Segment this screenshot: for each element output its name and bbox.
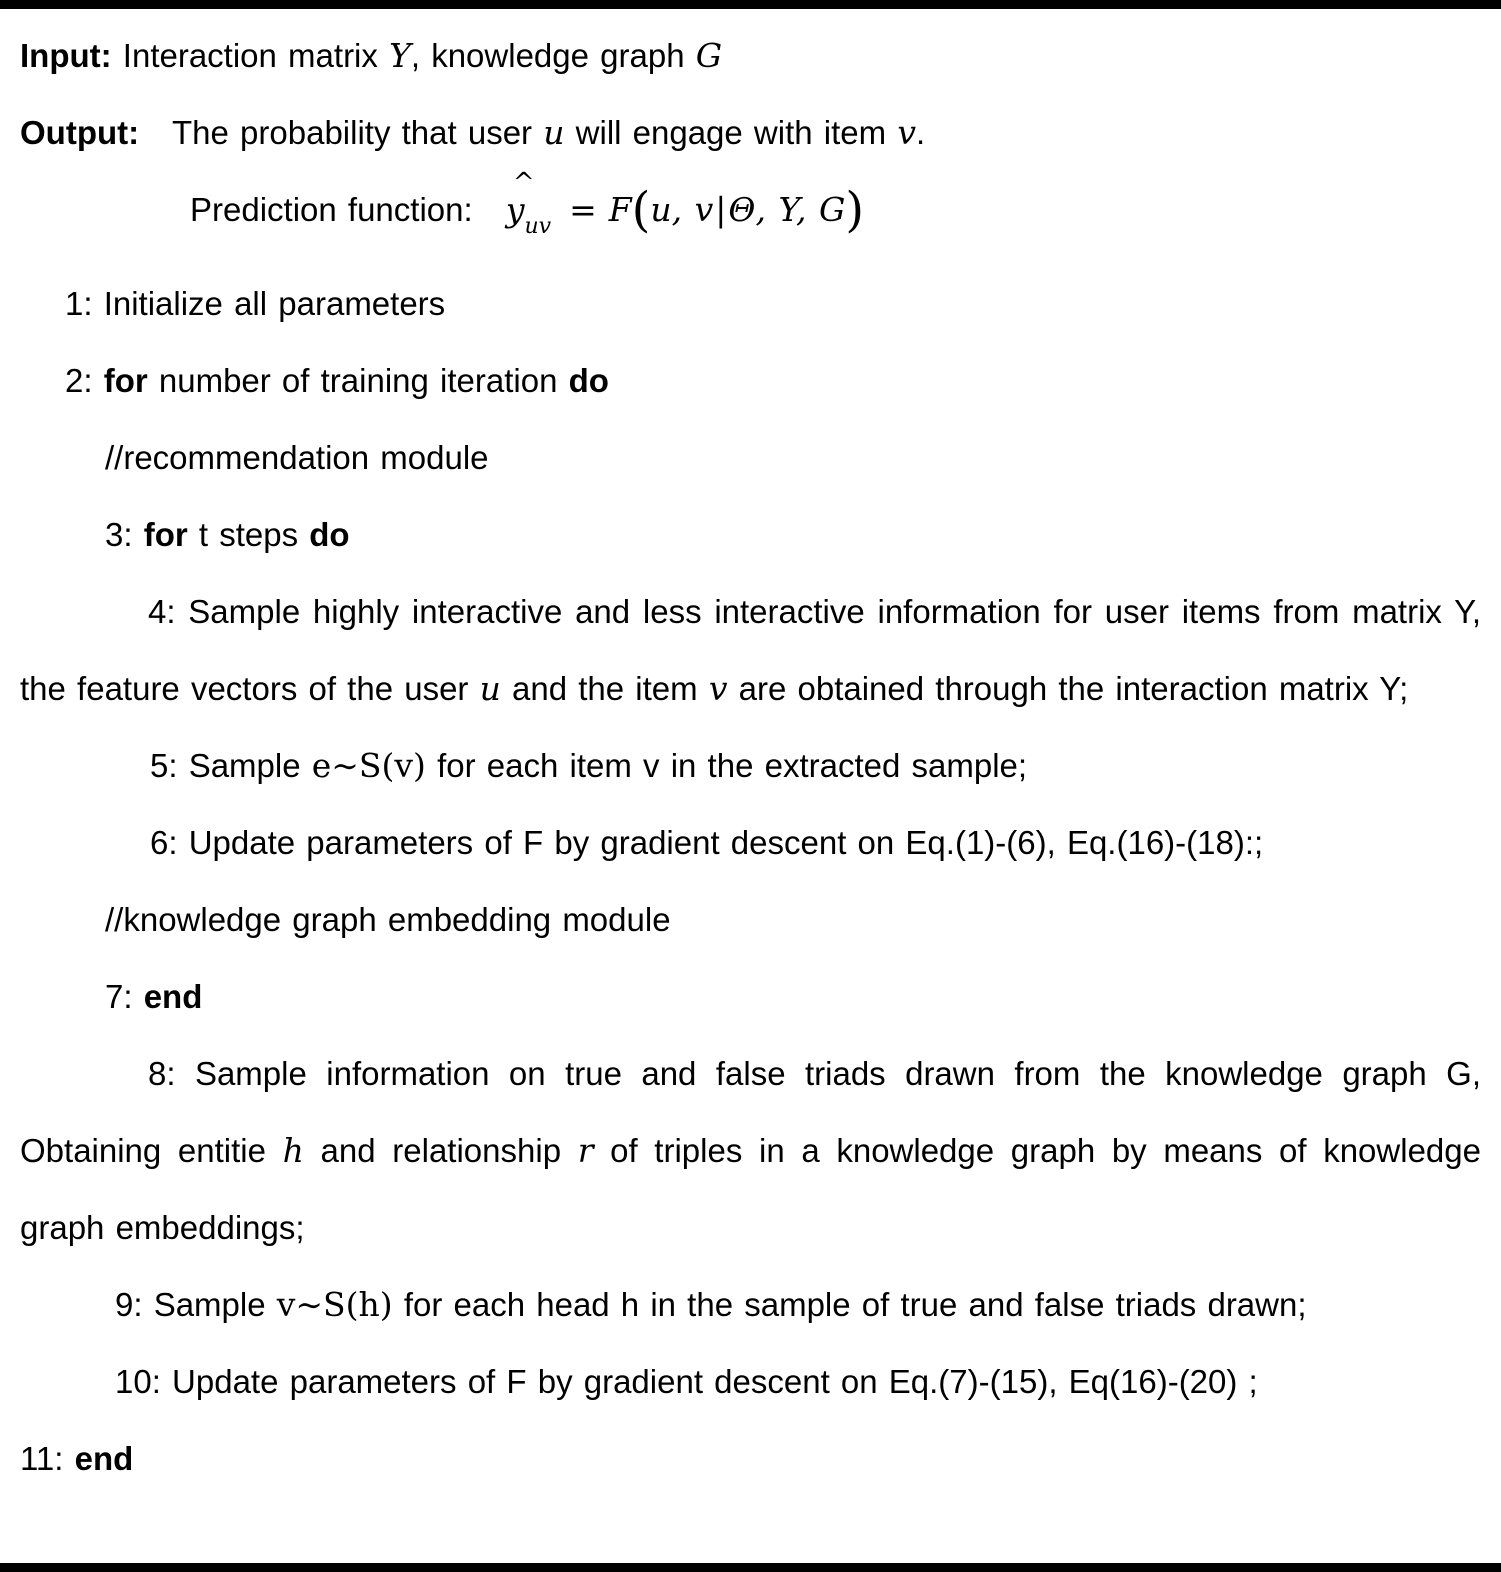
text-segment: are obtained through the interaction matrix Y; xyxy=(727,670,1409,707)
text-segment: //recommendation module xyxy=(105,439,489,476)
prediction-label: Prediction function: xyxy=(190,191,473,228)
algorithm-step-line xyxy=(105,958,1481,1035)
text-segment: 7: xyxy=(105,978,144,1015)
subscript-uv: uv xyxy=(524,214,552,239)
text-segment: G xyxy=(695,36,723,75)
text-segment: v xyxy=(897,113,916,152)
algorithm-step-line xyxy=(20,1420,1481,1497)
text-segment: v xyxy=(708,669,728,708)
text-segment: 11: xyxy=(20,1440,75,1477)
algorithm-step-line xyxy=(115,1343,1481,1420)
function-f: F xyxy=(608,190,632,229)
text-segment: r xyxy=(577,1131,594,1170)
algorithm-step-line xyxy=(105,881,1481,958)
prediction-line xyxy=(190,168,1481,265)
text-segment: v∼S(h) xyxy=(276,1285,393,1324)
text-segment: and relationship xyxy=(303,1132,578,1169)
text-segment: Input: xyxy=(20,37,112,74)
text-segment: u xyxy=(479,669,501,708)
text-segment: Y xyxy=(389,36,411,75)
text-segment: t steps xyxy=(187,516,310,553)
text-segment: do xyxy=(568,362,609,399)
text-segment: 9: Sample xyxy=(115,1286,277,1323)
text-segment: end xyxy=(143,978,203,1015)
y-hat-group xyxy=(505,168,535,248)
text-segment: 3: xyxy=(105,516,144,553)
text-segment: e∼S(v) xyxy=(311,746,426,785)
text-segment: for each head h in the sample of true and false triads drawn; xyxy=(392,1286,1307,1323)
text-segment: 2: xyxy=(65,362,104,399)
text-segment: Interaction matrix xyxy=(111,37,390,74)
text-segment: for xyxy=(143,516,188,553)
algorithm-step-line xyxy=(65,342,1481,419)
algorithm-step-line xyxy=(105,496,1481,573)
text-segment: h xyxy=(282,1131,304,1170)
text-segment: Output: xyxy=(20,114,140,151)
text-segment: . xyxy=(915,114,926,151)
conditional-bar: | xyxy=(715,190,727,229)
open-paren: ( xyxy=(631,182,651,238)
text-segment: 1: Initialize all parameters xyxy=(65,285,446,322)
text-segment: for xyxy=(103,362,148,399)
text-segment: , knowledge graph xyxy=(410,37,696,74)
text-segment: 4: Sample highly interactive and less interactive information for user items from matrix Y, the feature vectors of the user xyxy=(20,593,1481,707)
close-paren: ) xyxy=(845,182,865,238)
text-segment: number of training iteration xyxy=(147,362,569,399)
algorithm-step-line xyxy=(20,573,1481,727)
text-segment: 10: Update parameters of F by gradient descent on Eq.(7)-(15), Eq(16)-(20) ; xyxy=(115,1363,1258,1400)
text-segment: 6: Update parameters of F by gradient descent on Eq.(1)-(6), Eq.(16)-(18):; xyxy=(150,824,1264,861)
text-segment: of triples in a knowledge graph by means of knowledge graph embeddings; xyxy=(20,1132,1481,1246)
formula-args: u, v xyxy=(650,190,714,229)
text-segment: The probability that user xyxy=(139,114,544,151)
y-variable: y xyxy=(505,190,525,229)
algorithm-step-line xyxy=(65,265,1481,342)
prediction-formula xyxy=(505,168,865,239)
text-segment: will engage with item xyxy=(564,114,898,151)
input-line xyxy=(20,17,1481,94)
text-segment: u xyxy=(543,113,565,152)
algorithm-step-line xyxy=(150,727,1481,804)
hat-accent: ^ xyxy=(512,168,535,198)
equals-sign: = xyxy=(569,190,597,229)
output-line xyxy=(20,94,1481,171)
text-segment: //knowledge graph embedding module xyxy=(105,901,671,938)
text-segment: 8: Sample information on true and false triads drawn from the knowledge graph G, Obtaining entitie xyxy=(20,1055,1481,1169)
text-segment: end xyxy=(74,1440,134,1477)
text-segment: and the item xyxy=(500,670,709,707)
text-segment: do xyxy=(309,516,350,553)
algorithm-step-line xyxy=(20,1035,1481,1266)
formula-params: Θ, Y, G xyxy=(728,190,846,229)
text-segment: 5: Sample xyxy=(150,747,312,784)
algorithm-step-line xyxy=(105,419,1481,496)
algorithm-step-line xyxy=(150,804,1481,881)
algorithm-steps xyxy=(20,265,1481,1497)
algorithm-step-line xyxy=(115,1266,1481,1343)
text-segment: for each item v in the extracted sample; xyxy=(425,747,1028,784)
